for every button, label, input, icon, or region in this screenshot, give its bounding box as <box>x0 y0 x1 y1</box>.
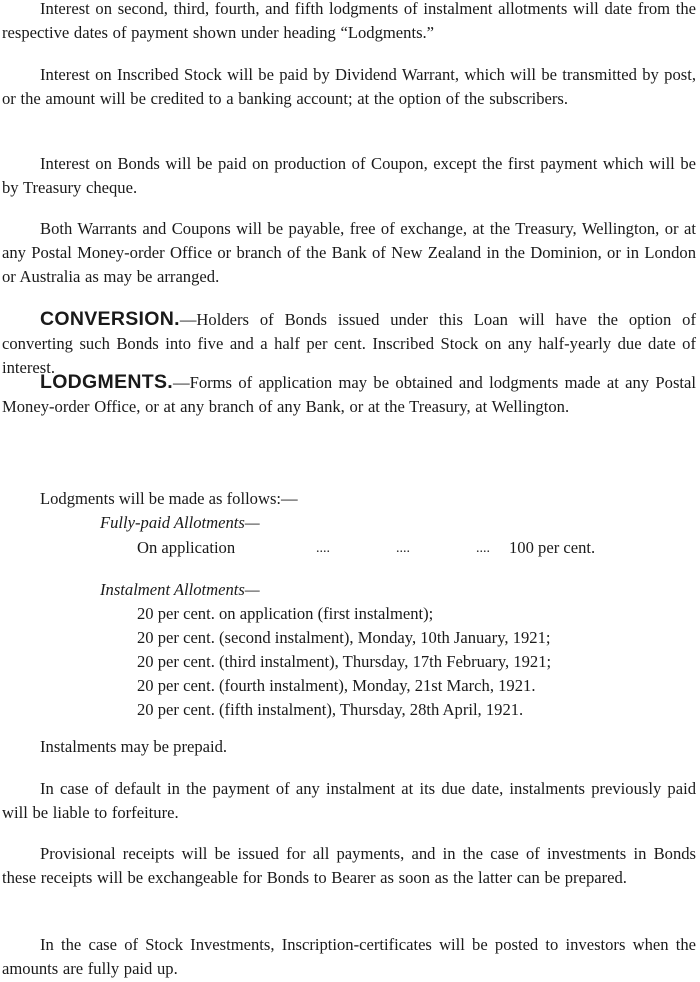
instalment-row: 20 per cent. on application (first instalment); <box>137 604 434 623</box>
paragraph-default: In case of default in the payment of any instalment at its due date, instalments previously paid will be liable to forfeiture. <box>2 779 696 822</box>
instalment-row: 20 per cent. (second instalment), Monday, 10th January, 1921; <box>137 628 551 647</box>
paragraph-warrants-coupons: Both Warrants and Coupons will be payable, free of exchange, at the Treasury, Wellington, or at any Postal Money-order Office or branch of the Bank of New Zealand in the Dominion, or in London or Australia as may be arranged. <box>2 219 696 286</box>
paragraph-prepaid: Instalments may be prepaid. <box>40 737 228 756</box>
schedule-intro: Lodgments will be made as follows:— <box>40 489 298 508</box>
leader-dots: .... <box>396 541 410 556</box>
fully-paid-heading: Fully-paid Allotments— <box>100 513 260 532</box>
conversion-text: —Holders of Bonds issued under this Loan will have the option of converting such Bonds into five and a half per cent. Inscribed Stock on any half-yearly due date of interest. <box>2 310 696 377</box>
paragraph-inscribed-stock: Interest on Inscribed Stock will be paid by Dividend Warrant, which will be transmitted by post, or the amount will be credited to a banking account; at the option of the subscribers. <box>2 65 696 108</box>
conversion-heading: CONVERSION. <box>40 308 180 330</box>
instalment-heading: Instalment Allotments— <box>100 580 260 599</box>
lodgments-text: —Forms of application may be obtained and lodgments made at any Postal Money-order Office, or at any branch of any Bank, or at the Treasury, at Wellington. <box>2 373 696 416</box>
instalment-row: 20 per cent. (fifth instalment), Thursday, 28th April, 1921. <box>137 700 524 719</box>
instalment-row: 20 per cent. (third instalment), Thursday, 17th February, 1921; <box>137 652 552 671</box>
instalment-row: 20 per cent. (fourth instalment), Monday, 21st March, 1921. <box>137 676 536 695</box>
fully-paid-label: On application <box>137 538 236 557</box>
fully-paid-value: 100 per cent. <box>509 538 596 557</box>
paragraph-stock-investments: In the case of Stock Investments, Inscription-certificates will be posted to investors when the amounts are fully paid up. <box>2 935 696 978</box>
paragraph-lodgments <box>2 370 696 419</box>
lodgments-heading: LODGMENTS. <box>40 371 173 393</box>
paragraph-receipts: Provisional receipts will be issued for all payments, and in the case of investments in Bonds these receipts will be exchangeable for Bonds to Bearer as soon as the latter can be prepared. <box>2 844 696 887</box>
paragraph-interest-lodgments: Interest on second, third, fourth, and fifth lodgments of instalment allotments will date from the respective dates of payment shown under heading “Lodgments.” <box>2 0 696 42</box>
leader-dots: .... <box>476 541 490 556</box>
leader-dots: .... <box>316 541 330 556</box>
paragraph-bonds-coupon: Interest on Bonds will be paid on production of Coupon, except the first payment which will be by Treasury cheque. <box>2 154 696 197</box>
